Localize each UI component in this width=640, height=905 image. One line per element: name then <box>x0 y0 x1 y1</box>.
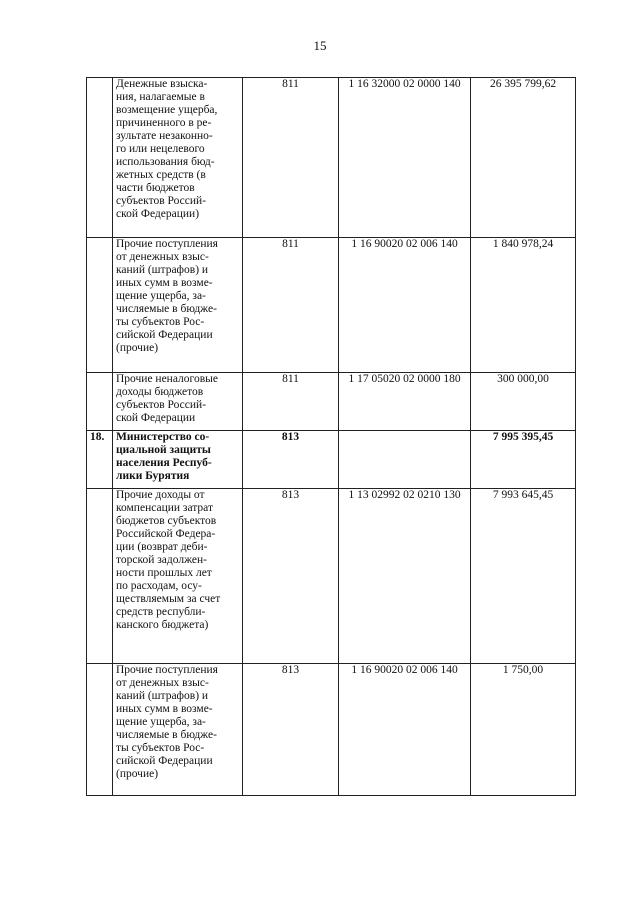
amount: 1 750,00 <box>471 664 576 796</box>
row-number: 18. <box>87 431 113 489</box>
budget-classification-code: 1 13 02992 02 0210 130 <box>339 489 471 664</box>
budget-classification-code: 1 17 05020 02 0000 180 <box>339 373 471 431</box>
revenue-name: Прочие поступления от денежных взыс- каний (штрафов) и иных сумм в возме- щение ущерба, за- числяемые в бюдже- ты субъектов Рос- сийской Федерации (прочие) <box>113 664 243 796</box>
budget-table <box>86 77 576 796</box>
table-row <box>87 664 576 796</box>
budget-classification-code <box>339 431 471 489</box>
admin-code: 811 <box>243 373 339 431</box>
amount: 7 993 645,45 <box>471 489 576 664</box>
amount: 1 840 978,24 <box>471 238 576 373</box>
budget-classification-code: 1 16 90020 02 006 140 <box>339 238 471 373</box>
amount: 300 000,00 <box>471 373 576 431</box>
admin-code: 813 <box>243 431 339 489</box>
table-row-ministry <box>87 431 576 489</box>
row-number <box>87 489 113 664</box>
budget-classification-code: 1 16 90020 02 006 140 <box>339 664 471 796</box>
amount: 26 395 799,62 <box>471 78 576 238</box>
row-number <box>87 373 113 431</box>
row-number <box>87 664 113 796</box>
row-number <box>87 78 113 238</box>
row-number <box>87 238 113 373</box>
revenue-name: Прочие неналоговые доходы бюджетов субъектов Россий- ской Федерации <box>113 373 243 431</box>
table-row <box>87 489 576 664</box>
admin-code: 813 <box>243 489 339 664</box>
revenue-name: Прочие доходы от компенсации затрат бюджетов субъектов Российской Федера- ции (возврат деби- торской задолжен- ности прошлых лет по расходам, осу- ществляемым за счет средств республи- канского бюджета) <box>113 489 243 664</box>
budget-classification-code: 1 16 32000 02 0000 140 <box>339 78 471 238</box>
admin-code: 813 <box>243 664 339 796</box>
table-row <box>87 78 576 238</box>
page-number: 15 <box>313 38 327 53</box>
table-row <box>87 238 576 373</box>
table-row <box>87 373 576 431</box>
admin-code: 811 <box>243 238 339 373</box>
revenue-name: Денежные взыска- ния, налагаемые в возмещение ущерба, причиненного в ре- зультате незаконно- го или нецелевого использования бюд- жетных средств (в части бюджетов субъектов Россий- ской Федерации) <box>113 78 243 238</box>
revenue-name: Прочие поступления от денежных взыс- каний (штрафов) и иных сумм в возме- щение ущерба, за- числяемые в бюдже- ты субъектов Рос- сийской Федерации (прочие) <box>113 238 243 373</box>
ministry-name: Министерство со- циальной защиты населения Респуб- лики Бурятия <box>113 431 243 489</box>
ministry-total: 7 995 395,45 <box>471 431 576 489</box>
admin-code: 811 <box>243 78 339 238</box>
